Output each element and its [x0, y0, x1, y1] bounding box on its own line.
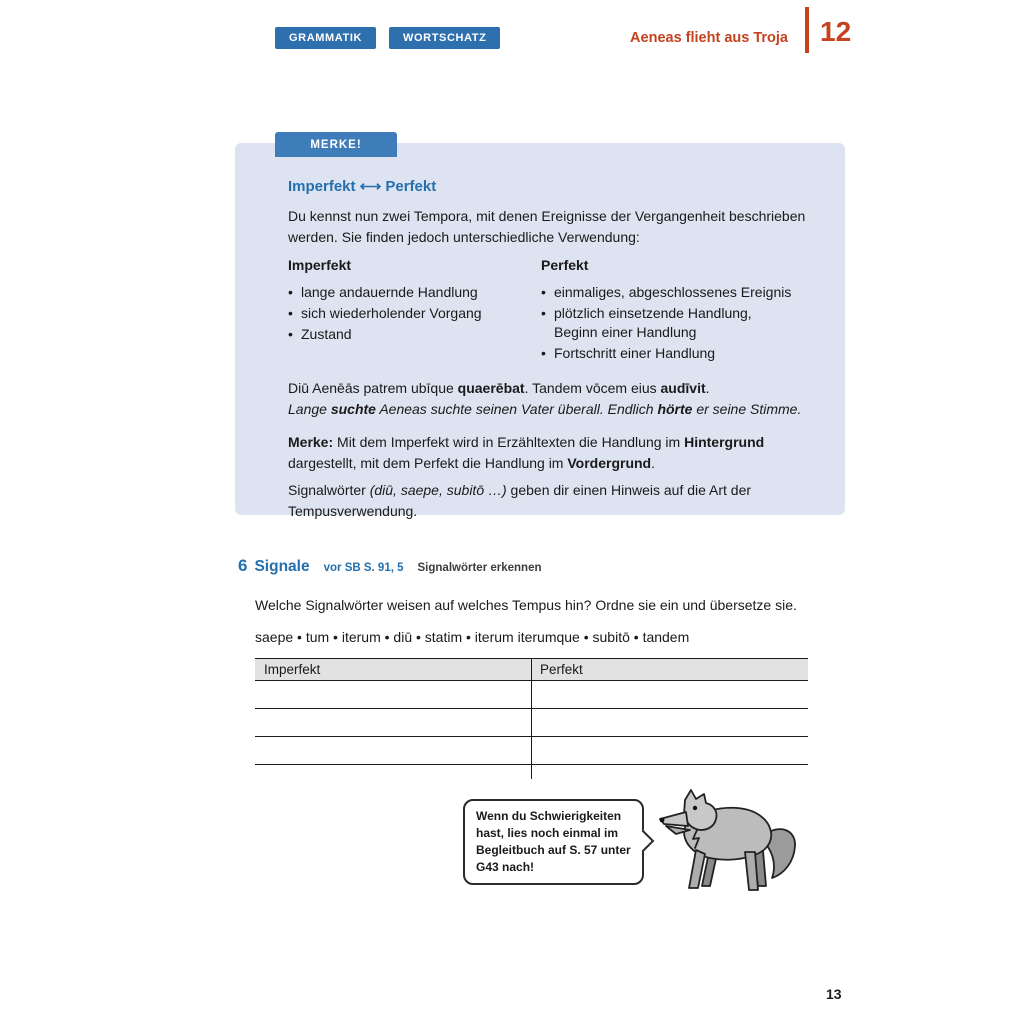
bullet-icon: •	[541, 304, 546, 321]
bullet-item	[541, 304, 811, 343]
bullet-line: Beginn einer Handlung	[554, 324, 697, 341]
signal-note	[288, 480, 811, 522]
hint-line: G43 nach!	[476, 860, 535, 875]
hint-speech-bubble	[463, 799, 644, 885]
perfekt-column-title: Perfekt	[541, 256, 589, 273]
bullet-item	[288, 325, 541, 344]
bullet-icon: •	[288, 326, 293, 343]
merke-heading: Imperfekt ⟷ Perfekt	[288, 178, 437, 195]
exercise-header	[238, 556, 823, 576]
bullet-line: plötzlich einsetzende Handlung,	[554, 304, 752, 321]
latin-segment: . Tandem vōcem eius	[524, 379, 661, 396]
german-segment: Lange	[288, 400, 331, 417]
german-translation	[288, 399, 811, 420]
tempora-comparison	[288, 257, 811, 366]
exercise-subtitle: Signalwörter erkennen	[417, 562, 542, 574]
note-segment: dargestellt, mit dem Perfekt die Handlung im	[288, 454, 568, 471]
wortschatz-badge: WORTSCHATZ	[389, 27, 500, 49]
bullet-item	[288, 304, 541, 323]
exercise-number: 6	[238, 556, 248, 575]
bullet-text: sich wiederholender Vorgang	[301, 304, 482, 321]
bullet-icon: •	[288, 304, 293, 321]
signal-segment: Signalwörter	[288, 481, 370, 498]
bullet-icon: •	[288, 283, 293, 300]
merke-intro: Du kennst nun zwei Tempora, mit denen Ereignisse der Vergangenheit beschrieben werden. Sie finden jedoch unterschiedliche Verwendung:	[288, 208, 806, 246]
bullet-item	[288, 283, 541, 302]
bullet-text	[554, 304, 752, 343]
table-header-imperfekt: Imperfekt	[264, 662, 321, 677]
wolf-svg	[652, 788, 802, 903]
tempus-table	[255, 658, 808, 765]
note-label-bold: Merke:	[288, 433, 334, 450]
chapter-title: Aeneas flieht aus Troja	[630, 30, 788, 46]
note-keyword-bold: Hintergrund	[684, 433, 765, 450]
signal-segment: geben dir einen Hinweis auf die Art der Tempusverwendung.	[288, 481, 752, 519]
perfekt-column	[541, 257, 811, 366]
topic-badges	[275, 27, 500, 49]
exercise-signale	[238, 556, 823, 765]
bullet-text: Zustand	[301, 326, 352, 343]
merke-box	[235, 143, 845, 519]
bullet-text: Fortschritt einer Handlung	[554, 345, 716, 362]
imperfekt-column-title: Imperfekt	[288, 256, 352, 273]
bullet-item	[541, 344, 811, 363]
note-segment: Mit dem Imperfekt wird in Erzähltexten die Handlung im	[333, 433, 685, 450]
merke-note	[288, 432, 811, 474]
imperfekt-column	[288, 257, 541, 366]
latin-verb-bold: audīvit	[660, 379, 706, 396]
latin-verb-bold: quaerēbat	[457, 379, 525, 396]
wolf-illustration	[652, 788, 802, 908]
exercise-title: Signale	[254, 558, 310, 575]
german-verb-bold: hörte	[657, 400, 693, 417]
bullet-text: lange andauernde Handlung	[301, 283, 478, 300]
bullet-icon: •	[541, 345, 546, 362]
exercise-prompt: Welche Signalwörter weisen auf welches Tempus hin? Ordne sie ein und übersetze sie.	[255, 597, 797, 613]
latin-segment: .	[705, 379, 710, 396]
german-verb-bold: suchte	[330, 400, 376, 417]
page-number: 13	[826, 986, 842, 1002]
merke-tab: MERKE!	[275, 132, 397, 157]
table-column-divider	[531, 658, 532, 779]
hint-line: Wenn du Schwierigkeiten	[476, 809, 622, 823]
grammatik-badge: GRAMMATIK	[275, 27, 376, 49]
hint-line: Begleitbuch auf S. 57 unter	[476, 843, 631, 858]
exercise-reference: vor SB S. 91, 5	[323, 562, 404, 574]
bullet-icon: •	[541, 283, 546, 300]
signal-words-italic: (diū, saepe, subitō …)	[369, 481, 507, 498]
chapter-divider	[805, 7, 809, 53]
latin-example	[288, 378, 811, 399]
table-header-perfekt: Perfekt	[540, 662, 583, 677]
note-segment: .	[651, 454, 655, 471]
bullet-item	[541, 283, 811, 302]
hint-line: hast, lies noch einmal im	[476, 826, 619, 841]
latin-segment: Diū Aenēās patrem ubīque	[288, 379, 458, 396]
chapter-number: 12	[820, 16, 852, 47]
german-segment: er seine Stimme.	[692, 400, 802, 417]
bullet-text: einmaliges, abgeschlossenes Ereignis	[554, 283, 792, 300]
signal-word-list: saepe • tum • iterum • diū • statim • iterum iterumque • subitō • tandem	[255, 629, 690, 645]
german-segment: Aeneas suchte seinen Vater überall. Endlich	[375, 400, 658, 417]
note-keyword-bold: Vordergrund	[567, 454, 652, 471]
